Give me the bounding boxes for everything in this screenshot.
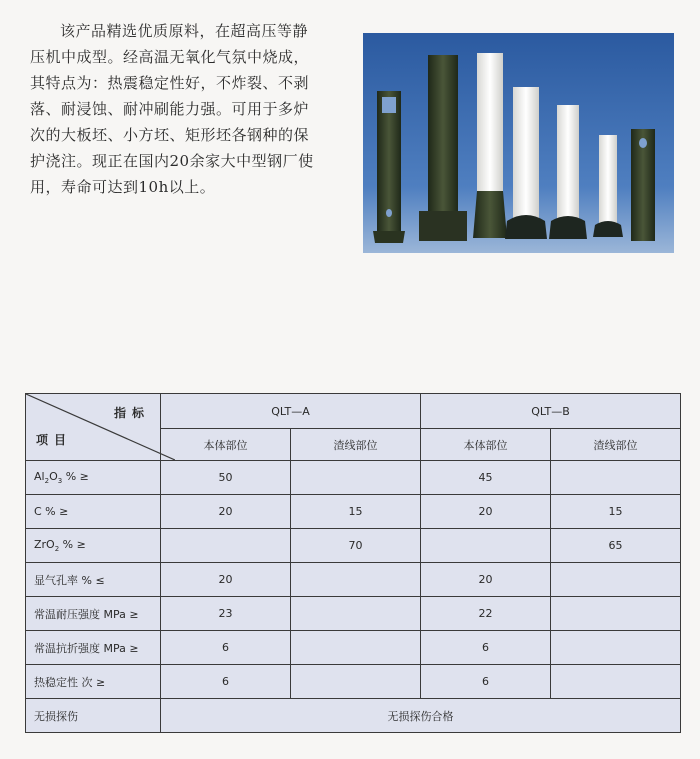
table-cell: 23	[161, 597, 291, 631]
table-cell	[291, 563, 421, 597]
row-label: 常温耐压强度 MPa ≥	[26, 597, 161, 631]
row-label: $Al_2O_3$ % ≥	[26, 461, 161, 495]
description-line: 压机中成型。经高温无氧化气氛中烧成，	[30, 48, 310, 66]
table-cell	[291, 631, 421, 665]
table-cell: 22	[421, 597, 551, 631]
corner-cell	[26, 394, 161, 461]
table-row	[26, 699, 681, 733]
table-row	[26, 563, 681, 597]
table-cell	[291, 665, 421, 699]
table-cell	[551, 563, 681, 597]
table-cell	[161, 529, 291, 563]
sub-header: 渣线部位	[551, 429, 681, 461]
table-cell	[551, 461, 681, 495]
description-line: 用，寿命可达到10h以上。	[30, 178, 216, 196]
table-cell: 50	[161, 461, 291, 495]
diagonal-line	[26, 394, 175, 460]
table-cell	[551, 597, 681, 631]
sub-header: 本体部位	[421, 429, 551, 461]
table-cell: 20	[161, 563, 291, 597]
table-cell: 6	[421, 665, 551, 699]
description-line: 护浇注。现正在国内20余家大中型钢厂使	[30, 152, 314, 170]
product-photo	[363, 33, 674, 253]
table-cell: 15	[291, 495, 421, 529]
table-cell	[291, 461, 421, 495]
row-label: 显气孔率 % ≤	[26, 563, 161, 597]
row-label: 常温抗折强度 MPa ≥	[26, 631, 161, 665]
table-cell: 无损探伤合格	[161, 699, 681, 733]
table-header-row	[26, 394, 681, 429]
table-row	[26, 461, 681, 495]
table-row	[26, 597, 681, 631]
description-line: 其特点为：热震稳定性好，不炸裂、不剥	[30, 74, 310, 92]
sub-header: 本体部位	[161, 429, 291, 461]
table-row	[26, 529, 681, 563]
product-a-header: QLT—A	[161, 394, 421, 429]
row-label: 无损探伤	[26, 699, 161, 733]
description-line: 落、耐浸蚀、耐冲刷能力强。可用于多炉	[30, 100, 310, 118]
table-cell: 6	[161, 631, 291, 665]
description-line: 该产品精选优质原料，在超高压等静	[60, 22, 309, 40]
table-cell: 20	[161, 495, 291, 529]
table-cell: 15	[551, 495, 681, 529]
corner-top-label: 指标	[113, 406, 150, 420]
product-photo-illustration	[363, 33, 674, 253]
table-row	[26, 631, 681, 665]
row-label: ZrO$_2$ % ≥	[26, 529, 161, 563]
table-cell	[291, 597, 421, 631]
description-line: 次的大板坯、小方坯、矩形坯各钢种的保	[30, 126, 310, 144]
table-cell: 20	[421, 563, 551, 597]
row-label: C % ≥	[26, 495, 161, 529]
table-cell: 45	[421, 461, 551, 495]
table-cell	[551, 631, 681, 665]
sub-header: 渣线部位	[291, 429, 421, 461]
table-cell: 20	[421, 495, 551, 529]
table-cell	[421, 529, 551, 563]
product-b-header: QLT—B	[421, 394, 681, 429]
table-cell: 6	[421, 631, 551, 665]
corner-bottom-label: 项目	[36, 433, 73, 447]
table-cell	[551, 665, 681, 699]
row-label: 热稳定性 次 ≥	[26, 665, 161, 699]
spec-table	[25, 393, 681, 733]
table-cell: 6	[161, 665, 291, 699]
table-cell: 70	[291, 529, 421, 563]
table-cell: 65	[551, 529, 681, 563]
table-row	[26, 665, 681, 699]
table-row	[26, 495, 681, 529]
product-description	[30, 18, 330, 200]
